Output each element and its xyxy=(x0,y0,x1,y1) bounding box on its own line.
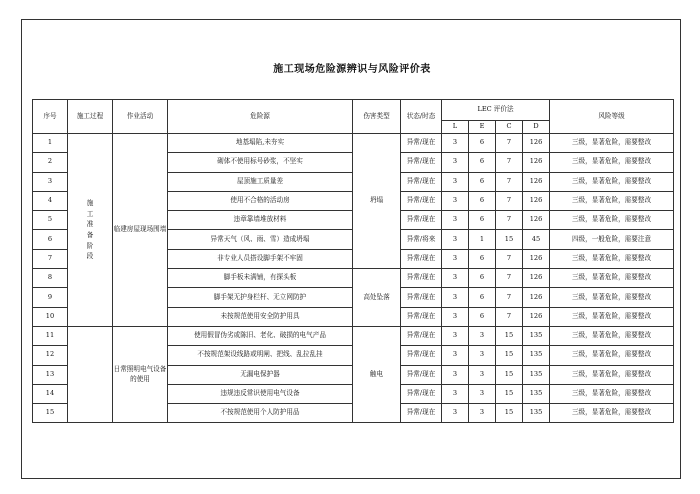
e-value: 1 xyxy=(469,230,496,249)
activity-cell: 临建房屋现场围墙 xyxy=(113,134,168,327)
l-value: 3 xyxy=(442,269,469,288)
risk-level-cell: 三级，显著危险，需要整改 xyxy=(550,384,674,403)
d-value: 126 xyxy=(523,134,550,153)
c-value: 7 xyxy=(496,211,523,230)
state-cell: 异常/现在 xyxy=(401,269,442,288)
l-value: 3 xyxy=(442,384,469,403)
d-value: 126 xyxy=(523,191,550,210)
c-value: 7 xyxy=(496,191,523,210)
header-d: D xyxy=(523,121,550,134)
e-value: 3 xyxy=(469,326,496,345)
risk-level-cell: 三级，显著危险，需要整改 xyxy=(550,288,674,307)
l-value: 3 xyxy=(442,326,469,345)
risk-level-cell: 三级，显著危险，需要整改 xyxy=(550,172,674,191)
c-value: 7 xyxy=(496,269,523,288)
state-cell: 异常/将来 xyxy=(401,230,442,249)
header-c: C xyxy=(496,121,523,134)
process-char: 准 xyxy=(86,220,94,229)
row-number: 3 xyxy=(33,172,68,191)
e-value: 6 xyxy=(469,153,496,172)
state-cell: 异常/现在 xyxy=(401,288,442,307)
row-number: 1 xyxy=(33,134,68,153)
d-value: 126 xyxy=(523,269,550,288)
state-cell: 异常/现在 xyxy=(401,365,442,384)
process-char: 备 xyxy=(86,230,94,239)
page-title: 施工现场危险源辨识与风险评价表 xyxy=(273,64,431,75)
hazard-cell: 脚手板未满铺，有探头板 xyxy=(168,269,353,288)
row-number: 14 xyxy=(33,384,68,403)
d-value: 126 xyxy=(523,249,550,268)
e-value: 6 xyxy=(469,172,496,191)
row-number: 2 xyxy=(33,153,68,172)
row-number: 5 xyxy=(33,211,68,230)
risk-level-cell: 三级，显著危险，需要整改 xyxy=(550,307,674,326)
risk-level-cell: 三级，显著危险，需要整改 xyxy=(550,191,674,210)
state-cell: 异常/现在 xyxy=(401,384,442,403)
c-value: 7 xyxy=(496,307,523,326)
row-number: 8 xyxy=(33,269,68,288)
state-cell: 异常/现在 xyxy=(401,346,442,365)
harm-type-cell: 触电 xyxy=(353,326,401,422)
risk-level-cell: 三级，显著危险，需要整改 xyxy=(550,346,674,365)
process-char: 段 xyxy=(86,252,94,261)
e-value: 3 xyxy=(469,404,496,423)
hazard-cell: 非专业人员搭设脚手架不牢固 xyxy=(168,249,353,268)
e-value: 6 xyxy=(469,211,496,230)
d-value: 135 xyxy=(523,404,550,423)
hazard-cell: 砌体不使用标号砂浆，不坚实 xyxy=(168,153,353,172)
hazard-cell: 不按规范架设线路或明闸、把线、乱拉乱挂 xyxy=(168,346,353,365)
l-value: 3 xyxy=(442,191,469,210)
risk-level-cell: 三级，显著危险，需要整改 xyxy=(550,153,674,172)
state-cell: 异常/现在 xyxy=(401,134,442,153)
row-number: 10 xyxy=(33,307,68,326)
d-value: 126 xyxy=(523,288,550,307)
c-value: 7 xyxy=(496,172,523,191)
document-page xyxy=(21,19,681,479)
c-value: 15 xyxy=(496,365,523,384)
c-value: 7 xyxy=(496,249,523,268)
c-value: 15 xyxy=(496,404,523,423)
hazard-cell: 违规违反常识使用电气设备 xyxy=(168,384,353,403)
c-value: 7 xyxy=(496,134,523,153)
header-lec: LEC 评价法 xyxy=(442,100,550,121)
risk-assessment-table xyxy=(32,99,674,423)
hazard-cell: 地基塌陷,未夯实 xyxy=(168,134,353,153)
e-value: 3 xyxy=(469,384,496,403)
header-activity: 作业活动 xyxy=(113,100,168,134)
process-char: 施 xyxy=(86,199,94,208)
e-value: 6 xyxy=(469,307,496,326)
c-value: 7 xyxy=(496,153,523,172)
header-row xyxy=(33,100,674,121)
process-char: 阶 xyxy=(86,241,94,250)
header-e: E xyxy=(469,121,496,134)
hazard-cell: 违章靠墙堆放材料 xyxy=(168,211,353,230)
hazard-cell: 异常天气（风、雨、雪）造成坍塌 xyxy=(168,230,353,249)
e-value: 6 xyxy=(469,288,496,307)
d-value: 135 xyxy=(523,326,550,345)
hazard-cell: 无漏电保护器 xyxy=(168,365,353,384)
l-value: 3 xyxy=(442,211,469,230)
header-harm-type: 伤害类型 xyxy=(353,100,401,134)
l-value: 3 xyxy=(442,153,469,172)
d-value: 126 xyxy=(523,307,550,326)
d-value: 45 xyxy=(523,230,550,249)
risk-level-cell: 三级，显著危险，需要整改 xyxy=(550,211,674,230)
state-cell: 异常/现在 xyxy=(401,404,442,423)
harm-type-cell: 高处坠落 xyxy=(353,269,401,327)
state-cell: 异常/现在 xyxy=(401,249,442,268)
l-value: 3 xyxy=(442,365,469,384)
c-value: 7 xyxy=(496,288,523,307)
table-body xyxy=(33,100,674,423)
row-number: 4 xyxy=(33,191,68,210)
l-value: 3 xyxy=(442,307,469,326)
risk-level-cell: 三级，显著危险，需要整改 xyxy=(550,269,674,288)
row-number: 12 xyxy=(33,346,68,365)
process-cell-empty xyxy=(68,326,113,422)
c-value: 15 xyxy=(496,346,523,365)
l-value: 3 xyxy=(442,346,469,365)
header-state: 状态/时态 xyxy=(401,100,442,134)
risk-level-cell: 三级，显著危险，需要整改 xyxy=(550,134,674,153)
header-seq: 序号 xyxy=(33,100,68,134)
e-value: 6 xyxy=(469,191,496,210)
d-value: 135 xyxy=(523,346,550,365)
risk-level-cell: 三级，显著危险，需要整改 xyxy=(550,365,674,384)
d-value: 126 xyxy=(523,153,550,172)
l-value: 3 xyxy=(442,288,469,307)
c-value: 15 xyxy=(496,384,523,403)
l-value: 3 xyxy=(442,404,469,423)
l-value: 3 xyxy=(442,230,469,249)
state-cell: 异常/现在 xyxy=(401,153,442,172)
risk-level-cell: 三级，显著危险，需要整改 xyxy=(550,404,674,423)
l-value: 3 xyxy=(442,134,469,153)
state-cell: 异常/现在 xyxy=(401,172,442,191)
header-hazard: 危险源 xyxy=(168,100,353,134)
e-value: 6 xyxy=(469,134,496,153)
process-cell xyxy=(68,134,113,327)
row-number: 9 xyxy=(33,288,68,307)
table-row xyxy=(33,326,674,345)
l-value: 3 xyxy=(442,172,469,191)
state-cell: 异常/现在 xyxy=(401,211,442,230)
l-value: 3 xyxy=(442,249,469,268)
harm-type-cell: 坍塌 xyxy=(353,134,401,269)
d-value: 135 xyxy=(523,384,550,403)
hazard-cell: 使用不合格的活动房 xyxy=(168,191,353,210)
c-value: 15 xyxy=(496,326,523,345)
hazard-cell: 屋顶施工质量差 xyxy=(168,172,353,191)
c-value: 15 xyxy=(496,230,523,249)
row-number: 13 xyxy=(33,365,68,384)
e-value: 3 xyxy=(469,346,496,365)
hazard-cell: 未按规范使用安全防护用具 xyxy=(168,307,353,326)
state-cell: 异常/现在 xyxy=(401,326,442,345)
row-number: 15 xyxy=(33,404,68,423)
risk-level-cell: 三级，显著危险，需要整改 xyxy=(550,249,674,268)
header-level: 风险等级 xyxy=(550,100,674,134)
d-value: 126 xyxy=(523,211,550,230)
d-value: 135 xyxy=(523,365,550,384)
header-l: L xyxy=(442,121,469,134)
hazard-cell: 脚手架无护身栏杆、无立网防护 xyxy=(168,288,353,307)
state-cell: 异常/现在 xyxy=(401,191,442,210)
process-char: 工 xyxy=(86,209,94,218)
header-process: 施工过程 xyxy=(68,100,113,134)
e-value: 6 xyxy=(469,249,496,268)
e-value: 6 xyxy=(469,269,496,288)
hazard-cell: 使用假冒伪劣或陈旧、老化、破损的电气产品 xyxy=(168,326,353,345)
table-row xyxy=(33,134,674,153)
e-value: 3 xyxy=(469,365,496,384)
row-number: 11 xyxy=(33,326,68,345)
hazard-cell: 不按规范使用个人防护用品 xyxy=(168,404,353,423)
risk-level-cell: 四级，一般危险，需要注意 xyxy=(550,230,674,249)
state-cell: 异常/现在 xyxy=(401,307,442,326)
risk-level-cell: 三级，显著危险，需要整改 xyxy=(550,326,674,345)
activity-cell: 日常照明电气设备的使用 xyxy=(113,326,168,422)
row-number: 6 xyxy=(33,230,68,249)
row-number: 7 xyxy=(33,249,68,268)
d-value: 126 xyxy=(523,172,550,191)
